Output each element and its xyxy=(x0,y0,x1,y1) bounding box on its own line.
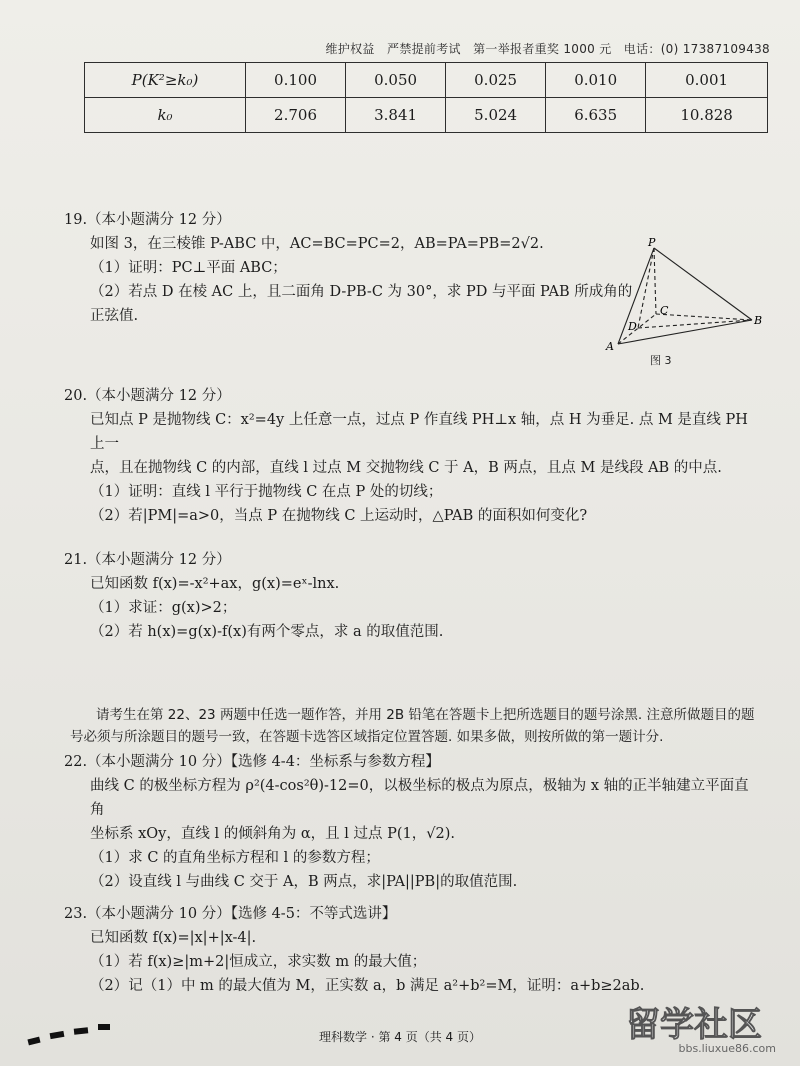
table-cell: 5.024 xyxy=(446,98,546,133)
question-part-1: （1）求 C 的直角坐标方程和 l 的参数方程； xyxy=(90,850,380,866)
question-stem: 曲线 C 的极坐标方程为 ρ²(4-cos²θ)-12=0，以极坐标的极点为原点，极轴为 x 轴的正半轴建立平面直角 xyxy=(90,778,749,818)
table-cell: 2.706 xyxy=(246,98,346,133)
question-part-2: （2）记（1）中 m 的最大值为 M，正实数 a，b 满足 a²+b²=M，证明：a+b≥2ab. xyxy=(90,978,645,994)
question-title: 23.（本小题满分 10 分）【选修 4-5：不等式选讲】 xyxy=(64,906,397,922)
question-stem: 已知函数 f(x)=|x|+|x-4|. xyxy=(90,930,257,946)
header-notice: 维护权益 严禁提前考试 第一举报者重奖 1000 元 电话：(0) 17387109438 xyxy=(325,42,770,56)
critical-value-table xyxy=(84,62,768,133)
figure-label-c: C xyxy=(660,304,669,317)
question-part-1: （1）证明：PC⊥平面 ABC； xyxy=(90,260,287,276)
question-20 xyxy=(64,384,760,528)
question-part-1: （1）证明：直线 l 平行于抛物线 C 在点 P 处的切线； xyxy=(90,484,443,500)
question-part-2: （2）若 h(x)=g(x)-f(x)有两个零点，求 a 的取值范围. xyxy=(90,624,444,640)
question-stem: 如图 3，在三棱锥 P-ABC 中，AC=BC=PC=2，AB=PA=PB=2√2. xyxy=(90,236,544,252)
question-title: 22.（本小题满分 10 分）【选修 4-4：坐标系与参数方程】 xyxy=(64,754,440,770)
table-cell: 6.635 xyxy=(546,98,646,133)
question-22 xyxy=(64,750,760,894)
page-footer: 理科数学 · 第 4 页（共 4 页） xyxy=(319,1030,481,1044)
question-stem-cont: 坐标系 xOy，直线 l 的倾斜角为 α，且 l 过点 P(1，√2). xyxy=(90,826,455,842)
figure-label-p: P xyxy=(648,236,656,249)
figure-caption: 图 3 xyxy=(650,354,672,367)
table-cell: 0.001 xyxy=(646,63,768,98)
question-stem: 已知点 P 是抛物线 C：x²=4y 上任意一点，过点 P 作直线 PH⊥x 轴，点 H 为垂足. 点 M 是直线 PH 上一 xyxy=(90,412,748,452)
watermark-logo-text: 留学社区 xyxy=(626,1005,762,1045)
question-title: 19.（本小题满分 12 分） xyxy=(64,212,231,228)
question-part-1: （1）若 f(x)≥|m+2|恒成立，求实数 m 的最大值； xyxy=(90,954,427,970)
question-23 xyxy=(64,902,760,998)
question-stem: 已知函数 f(x)=-x²+ax，g(x)=eˣ-lnx. xyxy=(90,576,340,592)
figure-label-d: D xyxy=(628,320,637,333)
table-cell: 0.010 xyxy=(546,63,646,98)
question-part-2: （2）若点 D 在棱 AC 上，且二面角 D-PB-C 为 30°，求 PD 与平面 PAB 所成角的 xyxy=(90,284,633,300)
table-cell: 3.841 xyxy=(346,98,446,133)
table-row-label: k₀ xyxy=(85,98,246,133)
question-part-1: （1）求证：g(x)>2； xyxy=(90,600,237,616)
question-title: 21.（本小题满分 12 分） xyxy=(64,552,231,568)
question-title: 20.（本小题满分 12 分） xyxy=(64,388,231,404)
table-row-label: P(K²≥k₀) xyxy=(85,63,246,98)
question-part-2-cont: 正弦值. xyxy=(90,308,139,324)
tetrahedron-figure xyxy=(604,236,774,366)
table-cell: 10.828 xyxy=(646,98,768,133)
table-row xyxy=(85,63,768,98)
table-cell: 0.050 xyxy=(346,63,446,98)
question-21 xyxy=(64,548,760,644)
table-cell: 0.025 xyxy=(446,63,546,98)
table-cell: 0.100 xyxy=(246,63,346,98)
question-stem-cont: 点，且在抛物线 C 的内部，直线 l 过点 M 交抛物线 C 于 A，B 两点，且点 M 是线段 AB 的中点. xyxy=(90,460,722,476)
figure-label-a: A xyxy=(606,340,614,353)
watermark-url: bbs.liuxue86.com xyxy=(678,1042,776,1055)
question-part-2: （2）若|PM|=a>0，当点 P 在抛物线 C 上运动时，△PAB 的面积如何变化? xyxy=(90,508,588,524)
figure-label-b: B xyxy=(754,314,763,327)
question-part-2: （2）设直线 l 与曲线 C 交于 A，B 两点，求|PA||PB|的取值范围. xyxy=(90,874,518,890)
instruction-notice: 请考生在第 22、23 两题中任选一题作答，并用 2B 铅笔在答题卡上把所选题目的题号涂黑. 注意所做题目的题号必须与所涂题目的题号一致，在答题卡选答区域指定位置答题. 如果多做，则按所做的第一题计分. xyxy=(70,707,755,745)
table-row xyxy=(85,98,768,133)
